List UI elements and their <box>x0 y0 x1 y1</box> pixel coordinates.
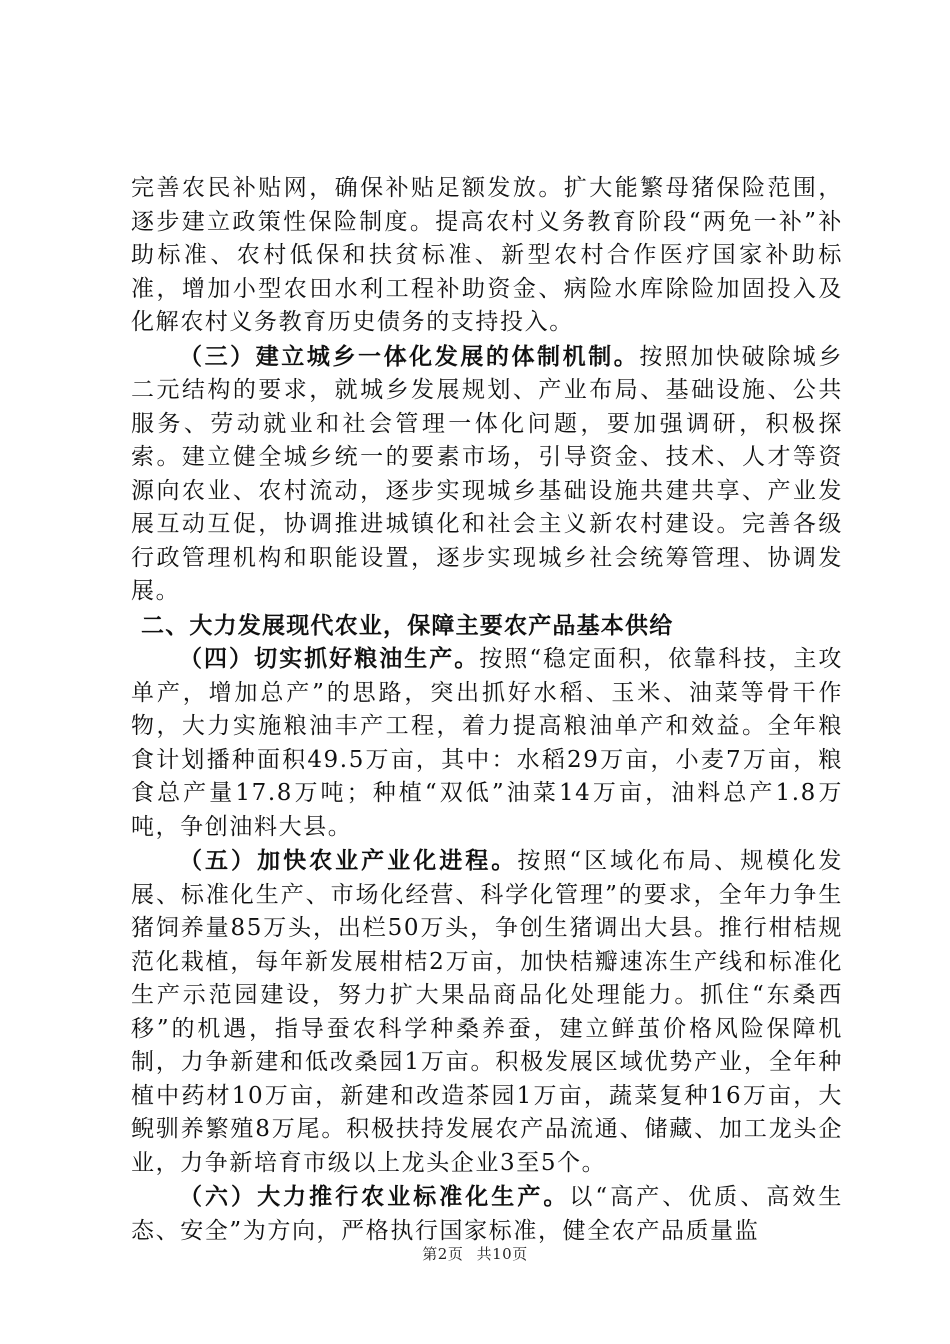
document-body <box>131 172 843 1248</box>
section-5-text: 按照“区域化布局、规模化发展、标准化生产、市场化经营、科学化管理”的要求，全年力争生猪饲养量85万头，出栏50万头，争创生猪调出大县。推行柑桔规范化栽植，每年新发展柑桔2万亩，加快桔瓣速冻生产线和标准化生产示范园建设，努力扩大果品商品化处理能力。抓住“东桑西移”的机遇，指导蚕农科学种桑养蚕，建立鲜茧价格风险保障机制，力争新建和低改桑园1万亩。积极发展区域优势产业，全年种植中药材10万亩，新建和改造茶园1万亩，蔬菜复种16万亩，大鲵驯养繁殖8万尾。积极扶持发展农产品流通、储藏、加工龙头企业，力争新培育市级以上龙头企业3至5个。 <box>131 848 843 1176</box>
paragraph-section-4 <box>131 642 843 844</box>
paragraph-subsidy: 完善农民补贴网，确保补贴足额发放。扩大能繁母猪保险范围，逐步建立政策性保险制度。提高农村义务教育阶段“两免一补”补助标准、农村低保和扶贫标准、新型农村合作医疗国家补助标准，增加小型农田水利工程补助资金、病险水库除险加固投入及化解农村义务教育历史债务的支持投入。 <box>131 175 843 335</box>
page-footer <box>0 1243 950 1264</box>
page-number: 第2页 <box>422 1245 464 1263</box>
paragraph-section-5 <box>131 844 843 1180</box>
chapter-heading-2: 二、大力发展现代农业，保障主要农产品基本供给 <box>141 611 674 639</box>
paragraph-section-6 <box>131 1180 843 1248</box>
section-4-text: 按照“稳定面积，依靠科技，主攻单产，增加总产”的思路，突出抓好水稻、玉米、油菜等骨干作物，大力实施粮油丰产工程，着力提高粮油单产和效益。全年粮食计划播种面积49.5万亩，其中：水稻29万亩，小麦7万亩，粮食总产量17.8万吨；种植“双低”油菜14万亩，油料总产1.8万吨，争创油料大县。 <box>131 646 843 840</box>
page-total: 共10页 <box>476 1245 528 1263</box>
section-6-title: （六）大力推行农业标准化生产。 <box>179 1183 570 1210</box>
section-5-title: （五）加快农业产业化进程。 <box>179 847 518 874</box>
section-4-title: （四）切实抓好粮油生产。 <box>179 645 480 672</box>
section-3-text: 按照加快破除城乡二元结构的要求，就城乡发展规划、产业布局、基础设施、公共服务、劳动就业和社会管理一体化问题，要加强调研，积极探索。建立健全城乡统一的要素市场，引导资金、技术、人才等资源向农业、农村流动，逐步实现城乡基础设施共建共享、产业发展互动互促，协调推进城镇化和社会主义新农村建设。完善各级行政管理机构和职能设置，逐步实现城乡社会统筹管理、协调发展。 <box>131 343 843 604</box>
section-6-text: 以“高产、优质、高效生态、安全”为方向，严格执行国家标准，健全农产品质量监 <box>131 1184 844 1244</box>
paragraph-section-3 <box>131 340 843 609</box>
section-3-title: （三）建立城乡一体化发展的体制机制。 <box>179 342 640 370</box>
